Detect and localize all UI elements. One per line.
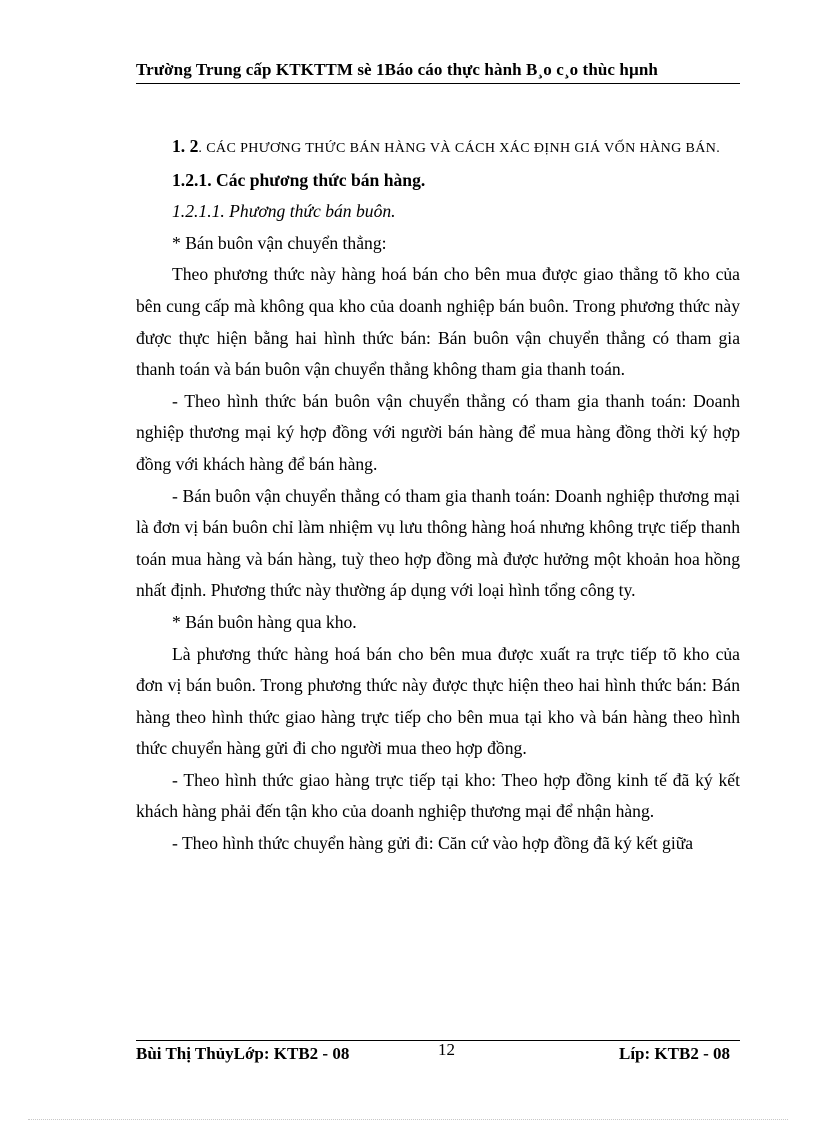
subsection-heading: 1.2.1. Các phương thức bán hàng. (172, 169, 426, 190)
page-number: 12 (438, 1040, 455, 1059)
paragraph: - Bán buôn vận chuyển thẳng có tham gia thanh toán: Doanh nghiệp thương mại là đơn vị bán buôn chỉ làm nhiệm vụ lưu thông hàng hoá nhưng không trực tiếp thanh toán mua hàng và bán hàng, tuỳ theo hợp đồng mà được hưởng một khoản hoa hồng nhất định. Phương thức này thường áp dụng với loại hình tổng công ty. (136, 485, 740, 601)
paragraph: Là phương thức hàng hoá bán cho bên mua được xuất ra trực tiếp tõ kho của đơn vị bán buôn. Trong phương thức này được thực hiện theo hai hình thức bán: Bán hàng theo hình thức giao hàng trực tiếp cho bên mua tại kho và bán hàng theo hình thức chuyển hàng gửi đi cho người mua theo hợp đồng. (136, 643, 740, 759)
page-body (136, 131, 740, 860)
page-header: Trường Trung cấp KTKTTM sè 1Báo cáo thực hành B¸o c¸o thùc hµnh (136, 60, 740, 84)
footer-class: Líp: KTB2 - 08 (619, 1044, 730, 1063)
section-number: 1. 2 (172, 136, 199, 156)
paragraph: * Bán buôn hàng qua kho. (172, 611, 357, 632)
paragraph: * Bán buôn vận chuyển thẳng: (172, 232, 387, 253)
section-heading (136, 131, 740, 165)
paragraph: - Theo hình thức chuyển hàng gửi đi: Căn cứ vào hợp đồng đã ký kết giữa (172, 833, 694, 854)
paragraph: - Theo hình thức bán buôn vận chuyển thẳng có tham gia thanh toán: Doanh nghiệp thương mại ký hợp đồng với người bán hàng để mua hàng đồng thời ký hợp đồng với khách hàng để bán hàng. (136, 390, 740, 474)
footer-author-class: Bùi Thị ThủyLớp: KTB2 - 08 (136, 1044, 350, 1063)
section-title: . CÁC PHƯƠNG THỨC BÁN HÀNG VÀ CÁCH XÁC ĐỊNH GIÁ VỐN HÀNG BÁN. (198, 141, 721, 156)
page-footer (136, 1040, 740, 1071)
page-edge-divider (28, 1119, 788, 1120)
paragraph: Theo phương thức này hàng hoá bán cho bên mua được giao thẳng tõ kho của bên cung cấp mà không qua kho của doanh nghiệp bán buôn. Trong phương thức này được thực hiện bằng hai hình thức bán: Bán buôn vận chuyển thẳng có tham gia thanh toán và bán buôn vận chuyển thẳng không tham gia thanh toán. (136, 264, 740, 380)
subsubsection-heading: 1.2.1.1. Phương thức bán buôn. (172, 201, 396, 222)
paragraph: - Theo hình thức giao hàng trực tiếp tại kho: Theo hợp đồng kinh tế đã ký kết khách hàng phải đến tận kho của doanh nghiệp thương mại để nhận hàng. (136, 769, 740, 822)
